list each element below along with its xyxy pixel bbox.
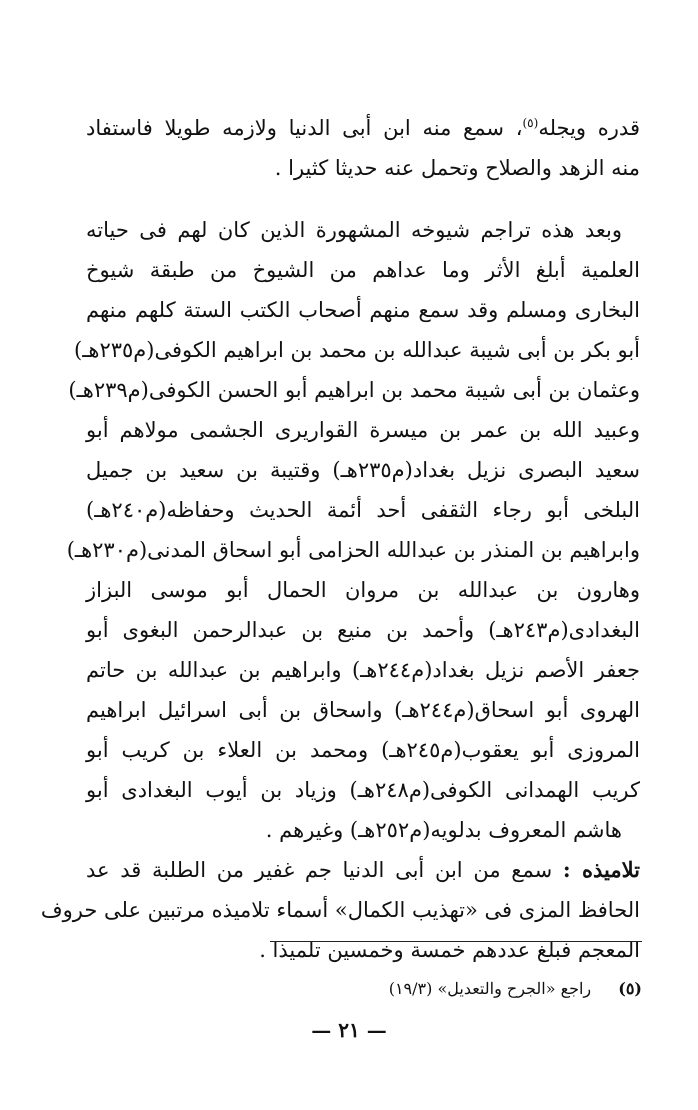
paragraph3-line-2: الحافظ المزى فى «تهذيب الكمال» أسماء تلاميذه مرتبين على حروف (40, 898, 640, 922)
paragraph2-line-11: البغدادى(م٢٤٣هـ) وأحمد بن منيع بن عبدالرحمن البغوى أبو (86, 618, 640, 642)
paragraph2-line-10: وهارون بن عبدالله بن مروان الحمال أبو موسى البزاز (86, 578, 640, 602)
paragraph1-line-1-end: ، سمع منه ابن أبى الدنيا ولازمه طويلا فاستفاد (86, 116, 523, 140)
footnote (270, 978, 642, 1000)
paragraph2-line-13: الهروى أبو اسحاق(م٢٤٤هـ) واسحاق بن أبى اسرائيل ابراهيم (86, 698, 640, 722)
paragraph3-line-1-text: سمع من ابن أبى الدنيا جم غفير من الطلبة قد عد (86, 858, 553, 882)
page-number: — ٢١ — (311, 1018, 387, 1042)
paragraph2-line-2: العلمية أبلغ الأثر وما عداهم من الشيوخ من طبقة شيوخ (86, 258, 640, 282)
paragraph1-line-2: منه الزهد والصلاح وتحمل عنه حديثا كثيرا . (274, 156, 640, 180)
paragraph-gap (86, 188, 640, 210)
paragraph2-line-16: هاشم المعروف بدلويه(م٢٥٢هـ) وغيرهم . (265, 818, 622, 842)
students-heading: تلاميذه : (562, 857, 640, 882)
paragraph2-line-14: المروزى أبو يعقوب(م٢٤٥هـ) ومحمد بن العلاء بن كريب أبو (86, 738, 640, 762)
paragraph2-line-8: البلخى أبو رجاء الثقفى أحد أئمة الحديث وحفاظه(م٢٤٠هـ) (86, 498, 640, 522)
paragraph2-line-12: جعفر الأصم نزيل بغداد(م٢٤٤هـ) وابراهيم بن عبدالله بن حاتم (86, 658, 640, 682)
paragraph2-line-15: كريب الهمدانى الكوفى(م٢٤٨هـ) وزياد بن أيوب البغدادى أبو (86, 778, 640, 802)
paragraph2-line-3: البخارى ومسلم وقد سمع منهم أصحاب الكتب الستة كلهم منهم (86, 298, 640, 322)
footnote-text: راجع «الجرح والتعديل» (١٩/٣) (388, 979, 592, 998)
footnote-reference-mark: (٥) (522, 116, 539, 130)
paragraph2-line-1: وبعد هذه تراجم شيوخه المشهورة الذين كان لهم فى حياته (86, 218, 622, 242)
paragraph1-line-1 (86, 108, 640, 148)
paragraph2-line-9: وابراهيم بن المنذر بن عبدالله الحزامى أبو اسحاق المدنى(م٢٣٠هـ) (66, 538, 640, 562)
paragraph1-line-1-start: قدره ويجله (538, 116, 640, 140)
footnote-number: (٥) (618, 979, 642, 998)
paragraph3-line-1 (86, 850, 640, 890)
paragraph2-line-5: وعثمان بن أبى شيبة محمد بن ابراهيم أبو الحسن الكوفى(م٢٣٩هـ) (68, 378, 640, 402)
paragraph3-line-3: المعجم فبلغ عددهم خمسة وخمسين تلميذا . (259, 938, 640, 962)
paragraph2-line-6: وعبيد الله بن عمر بن ميسرة القواريرى الجشمى مولاهم أبو (86, 418, 640, 442)
footnote-divider (270, 941, 642, 942)
main-text (40, 108, 640, 970)
paragraph2-line-4: أبو بكر بن أبى شيبة عبدالله بن محمد بن ابراهيم الكوفى(م٢٣٥هـ) (74, 338, 640, 362)
paragraph2-line-7: سعيد البصرى نزيل بغداد(م٢٣٥هـ) وقتيبة بن سعيد بن جميل (86, 458, 640, 482)
